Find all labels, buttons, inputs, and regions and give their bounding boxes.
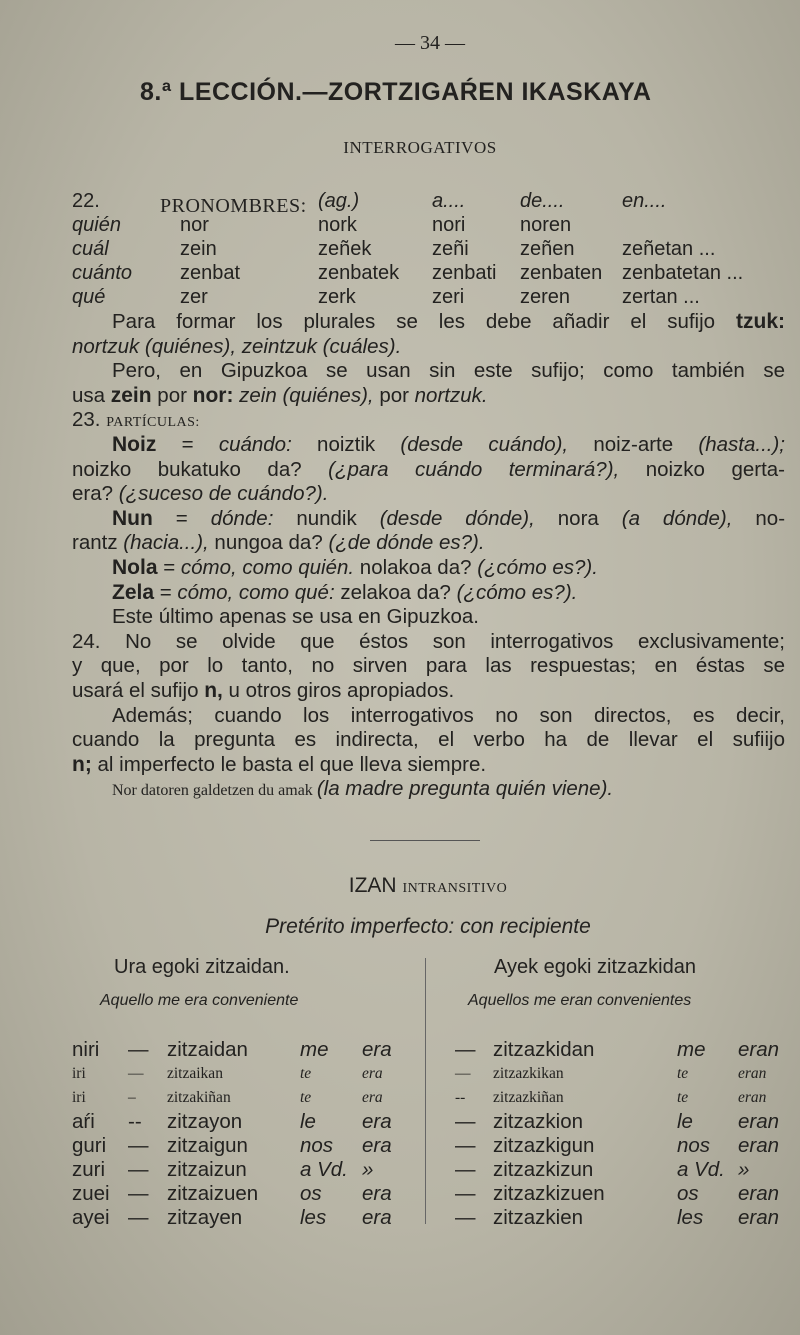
text-run: nor:	[192, 383, 234, 407]
conjugation-cell: era	[362, 1134, 392, 1157]
izan-heading	[0, 874, 800, 898]
text-line	[72, 556, 785, 581]
page-number: — 34 —	[395, 32, 465, 54]
text-line	[72, 507, 785, 532]
conjugation-cell: zitzazkien	[493, 1206, 584, 1229]
text-line	[72, 605, 785, 630]
izan-title-sc: INTRANSITIVO	[402, 881, 508, 896]
tense-heading: Pretérito imperfecto: con recipiente	[265, 915, 591, 938]
izan-title: IZAN	[348, 874, 397, 897]
conjugation-cell: zuri	[72, 1158, 106, 1181]
conjugation-cell: te	[677, 1089, 689, 1106]
table-cell: zeñi	[432, 238, 469, 260]
table-cell: zer	[180, 286, 208, 308]
text-run: =	[152, 506, 211, 530]
text-run: nora	[534, 506, 622, 530]
text-run: u otros giros apropiados.	[222, 678, 455, 702]
conjugation-cell: —	[128, 1206, 149, 1229]
text-run: rantz	[72, 531, 124, 555]
text-run: Noiz	[112, 432, 157, 456]
text-run: era?	[72, 482, 119, 506]
table-cell: nor	[180, 214, 209, 236]
conjugation-row	[0, 1110, 800, 1134]
text-run: usa	[72, 383, 111, 407]
text-run: cómo, como quién.	[180, 555, 355, 579]
table-cell: zeren	[520, 286, 571, 308]
conjugation-cell: zitzakiñan	[167, 1089, 231, 1106]
conjugation-cell: --	[455, 1089, 466, 1106]
text-line	[72, 654, 785, 679]
lesson-title: 8.ª LECCIÓN.—ZORTZIGAŔEN IKASKAYA	[140, 78, 652, 106]
table-cell: noren	[520, 214, 572, 236]
conjugation-cell: zitzazkizun	[493, 1158, 594, 1181]
conjugation-row	[0, 1134, 800, 1158]
text-line	[72, 384, 785, 409]
table-header-cell: de....	[520, 190, 565, 212]
table-cell: zeñek	[318, 238, 372, 260]
conjugation-cell: zitzazkigun	[493, 1134, 595, 1157]
text-run: por	[151, 383, 193, 407]
table-cell: nork	[318, 214, 357, 236]
conjugation-cell: zitzaizuen	[167, 1182, 259, 1205]
text-run: al imperfecto le basta el que lleva siempre.	[91, 752, 487, 776]
text-run: nolakoa da?	[354, 555, 478, 579]
conjugation-cell: —	[455, 1110, 476, 1133]
conjugation-cell: te	[300, 1065, 312, 1082]
conjugation-cell: era	[362, 1110, 392, 1133]
conjugation-row	[0, 1062, 800, 1086]
conjugation-cell: nos	[677, 1134, 711, 1157]
conjugation-cell: iri	[72, 1065, 86, 1082]
text-run: (hasta...);	[698, 432, 785, 456]
conjugation-cell: os	[300, 1182, 322, 1205]
conjugation-cell: ayei	[72, 1206, 110, 1229]
text-line	[72, 704, 785, 729]
conjugation-row	[0, 1158, 800, 1182]
text-run: (¿cómo es?).	[456, 580, 578, 604]
text-run: noizko bukatuko da?	[72, 457, 329, 481]
text-run: =	[154, 580, 178, 604]
body-text	[72, 310, 785, 802]
text-run: (la madre pregunta quién viene).	[316, 777, 614, 801]
text-run: zein (quiénes),	[233, 383, 374, 407]
text-line	[72, 482, 785, 507]
text-run: noiz-arte	[568, 432, 699, 456]
text-line	[72, 531, 785, 556]
conjugation-row	[0, 1182, 800, 1206]
text-line	[72, 728, 785, 753]
text-line	[72, 359, 785, 384]
conjugation-cell: eran	[738, 1134, 780, 1157]
text-run: noiztik	[291, 432, 401, 456]
text-run: (¿suceso de cuándo?).	[118, 482, 329, 506]
table-cell: zenbatek	[318, 262, 400, 284]
conjugation-cell: —	[128, 1065, 144, 1082]
conjugation-cell: —	[455, 1065, 471, 1082]
conjugation-cell: te	[677, 1065, 689, 1082]
conjugation-cell: era	[362, 1065, 383, 1082]
conjugation-cell: les	[677, 1206, 704, 1229]
text-run: (desde dónde),	[379, 506, 535, 530]
table-cell: zeñen	[520, 238, 575, 260]
conjugation-cell: me	[677, 1038, 706, 1061]
text-line	[72, 433, 785, 458]
conjugation-cell: eran	[738, 1038, 780, 1061]
table-cell: zeri	[432, 286, 465, 308]
text-run: cuando la pregunta es indirecta, el verbo ha de llevar el sufiijo	[72, 728, 785, 752]
text-line	[72, 335, 785, 360]
conjugation-cell: —	[455, 1206, 476, 1229]
text-run: (¿de dónde es?).	[328, 531, 485, 555]
text-line	[72, 458, 785, 483]
conjugation-cell: me	[300, 1038, 329, 1061]
conjugation-cell: era	[362, 1089, 383, 1106]
text-run: Este último apenas se usa en Gipuzkoa.	[112, 605, 479, 629]
conjugation-cell: eran	[738, 1110, 780, 1133]
right-subheading: Aquellos me eran convenientes	[468, 992, 692, 1009]
text-line	[72, 777, 785, 802]
conjugation-cell: —	[455, 1134, 476, 1157]
conjugation-cell: a Vd.	[677, 1158, 725, 1181]
conjugation-cell: »	[362, 1158, 374, 1181]
table-cell: zenbat	[180, 262, 241, 284]
table-cell: zenbaten	[520, 262, 603, 284]
text-line	[72, 408, 785, 433]
conjugation-cell: niri	[72, 1038, 100, 1061]
table-cell: zertan ...	[622, 286, 700, 308]
text-run: (¿para cuándo terminará?),	[328, 457, 620, 481]
conjugation-cell: zitzazkiñan	[493, 1089, 564, 1106]
conjugation-cell: zitzaikan	[167, 1065, 223, 1082]
conjugation-cell: —	[128, 1182, 149, 1205]
text-run: 23.	[72, 408, 107, 432]
table-cell: quién	[72, 214, 121, 236]
text-run: nungoa da?	[208, 531, 329, 555]
text-run: y que, por lo tanto, no sirven para las respuestas; en éstas se	[72, 654, 785, 678]
conjugation-cell: nos	[300, 1134, 334, 1157]
table-header-cell: a....	[432, 190, 466, 212]
text-run: PARTÍCULAS:	[106, 415, 200, 431]
conjugation-cell: era	[362, 1038, 392, 1061]
conjugation-cell: guri	[72, 1134, 107, 1157]
conjugation-cell: te	[300, 1089, 312, 1106]
text-run: dónde:	[210, 506, 274, 530]
conjugation-cell: zitzazkikan	[493, 1065, 564, 1082]
table-cell: zenbati	[432, 262, 497, 284]
text-line	[72, 753, 785, 778]
conjugation-cell: era	[362, 1182, 392, 1205]
conjugation-cell: eran	[738, 1206, 780, 1229]
text-run: por	[373, 383, 415, 407]
text-line	[72, 630, 785, 655]
text-run: usará el sufijo	[72, 678, 205, 702]
text-run: Zela	[112, 580, 155, 604]
text-run: n,	[204, 678, 223, 702]
text-run: tzuk:	[736, 310, 785, 333]
conjugation-cell: —	[128, 1134, 149, 1157]
left-heading: Ura egoki zitzaidan.	[114, 956, 290, 978]
text-run: n;	[72, 752, 92, 776]
conjugation-cell: eran	[738, 1065, 767, 1082]
conjugation-cell: les	[300, 1206, 327, 1229]
conjugation-cell: —	[455, 1038, 476, 1061]
conjugation-cell: iri	[72, 1089, 86, 1106]
conjugation-cell: os	[677, 1182, 699, 1205]
text-run: no-	[732, 506, 785, 530]
text-run: 24. No se olvide que éstos son interrogativos exclusivamente;	[72, 629, 785, 653]
table-header-cell: 22.	[72, 190, 100, 212]
conjugation-cell: zuei	[72, 1182, 110, 1205]
text-run: =	[156, 432, 219, 456]
right-heading: Ayek egoki zitzazkidan	[494, 956, 696, 978]
text-run: noizko gerta-	[619, 457, 785, 481]
text-run: Además; cuando los interrogativos no son directos, es decir,	[112, 703, 785, 727]
conjugation-cell: le	[677, 1110, 693, 1133]
text-run: (a dónde),	[621, 506, 733, 530]
conjugation-cell: zitzazkidan	[493, 1038, 595, 1061]
text-line	[72, 581, 785, 606]
text-run: Nor datoren galdetzen du amak	[112, 782, 317, 800]
conjugation-cell: —	[128, 1038, 149, 1061]
conjugation-cell: era	[362, 1206, 392, 1229]
conjugation-cell: »	[738, 1158, 750, 1181]
text-run: (hacia...),	[123, 531, 209, 555]
conjugation-cell: eran	[738, 1182, 780, 1205]
table-cell: cuánto	[72, 262, 133, 284]
table-cell: zerk	[318, 286, 356, 308]
conjugation-cell: –	[128, 1089, 136, 1106]
text-line	[72, 679, 785, 704]
text-run: cuándo:	[218, 432, 292, 456]
text-run: Pero, en Gipuzkoa se usan sin este sufijo; como también se	[112, 359, 785, 383]
text-run: Nun	[112, 506, 153, 530]
table-cell: cuál	[72, 238, 109, 260]
conjugation-cell: aŕi	[72, 1110, 95, 1133]
conjugation-cell: zitzaidan	[167, 1038, 248, 1061]
conjugation-cell: le	[300, 1110, 316, 1133]
text-run: nortzuk (quiénes), zeintzuk (cuáles).	[72, 334, 402, 358]
conjugation-row	[0, 1206, 800, 1230]
text-line	[72, 310, 785, 335]
conjugation-cell: --	[128, 1110, 142, 1133]
conjugation-cell: zitzazkion	[493, 1110, 584, 1133]
text-run: =	[157, 555, 181, 579]
table-cell: nori	[432, 214, 466, 236]
conjugation-cell: zitzaizun	[167, 1158, 247, 1181]
table-header-cell: en....	[622, 190, 667, 212]
text-run: nundik	[273, 506, 380, 530]
table-cell: qué	[72, 286, 106, 308]
conjugation-row	[0, 1038, 800, 1062]
text-run: (¿cómo es?).	[477, 555, 598, 579]
section-subtitle: INTERROGATIVOS	[343, 138, 497, 157]
table-cell: zenbatetan ...	[622, 262, 744, 284]
table-cell: zeñetan ...	[622, 238, 716, 260]
text-run: Nola	[112, 555, 158, 579]
conjugation-cell: —	[455, 1182, 476, 1205]
text-run: cómo, como qué:	[177, 580, 335, 604]
table-header-cell: (ag.)	[318, 190, 360, 212]
divider	[370, 840, 480, 841]
text-run: zelakoa da?	[334, 580, 457, 604]
text-run: Para formar los plurales se les debe añadir el sufijo	[112, 310, 736, 333]
conjugation-cell: zitzayen	[167, 1206, 243, 1229]
text-run: nortzuk.	[414, 383, 488, 407]
conjugation-cell: —	[455, 1158, 476, 1181]
conjugation-cell: eran	[738, 1089, 767, 1106]
text-run: zein	[110, 383, 152, 407]
conjugation-cell: zitzayon	[167, 1110, 243, 1133]
conjugation-cell: zitzazkizuen	[493, 1182, 605, 1205]
left-subheading: Aquello me era conveniente	[100, 992, 299, 1009]
table-cell: zein	[180, 238, 217, 260]
conjugation-cell: —	[128, 1158, 149, 1181]
conjugation-row	[0, 1086, 800, 1110]
table-header-cell: PRONOMBRES:	[160, 195, 307, 217]
text-run: (desde cuándo),	[400, 432, 569, 456]
conjugation-cell: a Vd.	[300, 1158, 348, 1181]
conjugation-cell: zitzaigun	[167, 1134, 248, 1157]
